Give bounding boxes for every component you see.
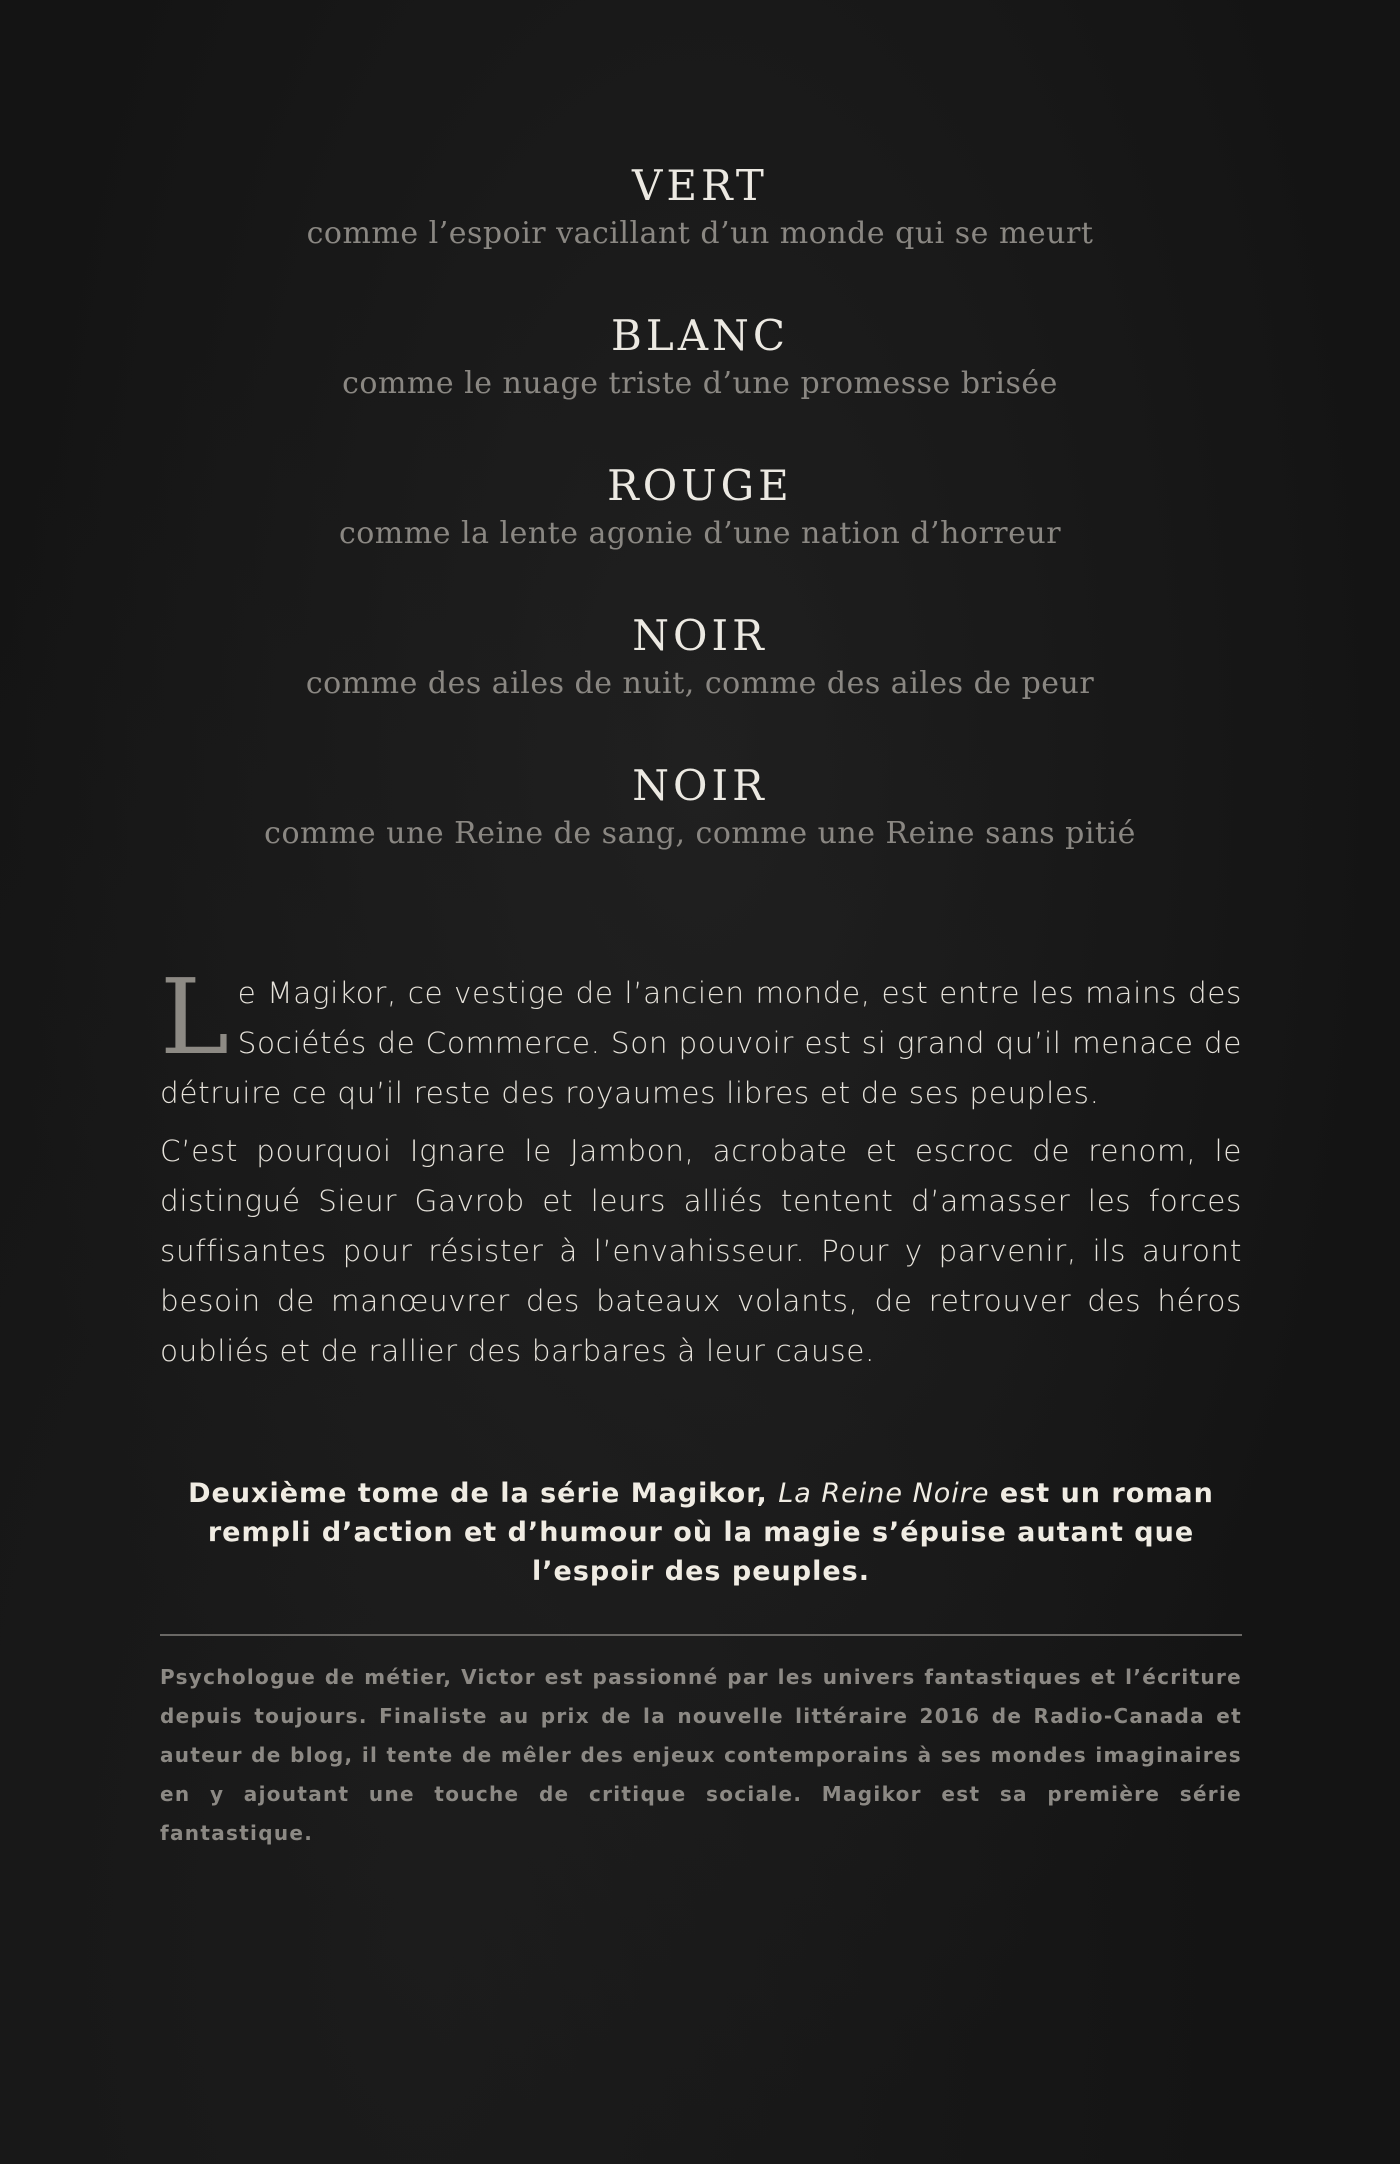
stanza-noir-1 (0, 610, 1400, 760)
tagline-before-title: Deuxième tome de la série Magikor, (188, 1478, 779, 1509)
stanza-line: comme l’espoir vacillant d’un monde qui se meurt (306, 216, 1094, 251)
book-title: La Reine Noire (778, 1478, 990, 1509)
stanza-color-word: VERT (632, 161, 768, 210)
tagline (160, 1474, 1242, 1591)
synopsis-paragraph-1 (160, 956, 1242, 1118)
stanza-color-word: ROUGE (607, 461, 793, 510)
author-bio: Psychologue de métier, Victor est passionné par les univers fantastiques et l’écriture depuis toujours. Finaliste au prix de la nouvelle littéraire 2016 de Radio-Canada et auteur de blog, il tente de mêler des enjeux contemporains à ses mondes imaginaires en y ajoutant une touche de critique sociale. Magikor est sa première série fantastique. (160, 1665, 1242, 1845)
tagline-after-title: est un roman rempli d’action et d’humour où la magie s’épuise autant que l’espoir des peuples. (207, 1478, 1214, 1587)
stanza-line: comme une Reine de sang, comme une Reine sans pitié (264, 816, 1136, 851)
poem (0, 160, 1400, 910)
stanza-blanc (0, 310, 1400, 460)
stanza-line: comme des ailes de nuit, comme des ailes de peur (305, 666, 1095, 701)
stanza-color-word: BLANC (611, 311, 789, 360)
stanza-rouge (0, 460, 1400, 610)
stanza-color-word: NOIR (632, 761, 768, 810)
drop-cap: L (160, 956, 230, 1078)
synopsis-paragraph-1-text: e Magikor, ce vestige de l’ancien monde, est entre les mains des Sociétés de Commerce. Son pouvoir est si grand qu’il menace de détruire ce qu’il reste des royaumes libres et de ses peuples. (160, 976, 1242, 1110)
divider (160, 1634, 1242, 1636)
synopsis-paragraph-2: C’est pourquoi Ignare le Jambon, acrobate et escroc de renom, le distingué Sieur Gavrob et leurs alliés tentent d’amasser les forces suffisantes pour résister à l’envahisseur. Pour y parvenir, ils auront besoin de manœuvrer des bateaux volants, de retrouver des héros oubliés et de rallier des barbares à leur cause. (160, 1134, 1242, 1368)
stanza-line: comme la lente agonie d’une nation d’horreur (338, 516, 1062, 551)
stanza-color-word: NOIR (632, 611, 768, 660)
stanza-noir-2 (0, 760, 1400, 910)
stanza-line: comme le nuage triste d’une promesse brisée (342, 366, 1058, 401)
stanza-vert (0, 160, 1400, 310)
synopsis (160, 956, 1242, 1384)
